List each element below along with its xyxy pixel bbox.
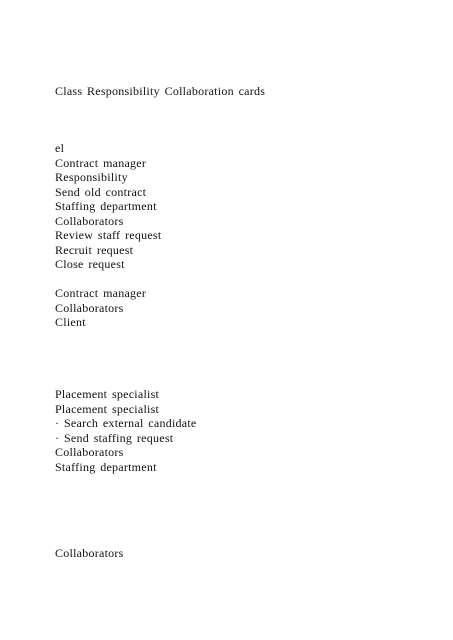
- card-class-name: Placement specialist: [55, 402, 160, 416]
- card-responsibility-item: · Send staffing request: [55, 431, 174, 445]
- card-responsibility-item: Close request: [55, 257, 125, 271]
- text-line: el: [55, 141, 65, 155]
- card-responsibility-item: · Search external candidate: [55, 416, 197, 430]
- card-section-heading: Collaborators: [55, 301, 124, 315]
- card-collaborator-item: Staffing department: [55, 460, 157, 474]
- card-class-name: Contract manager: [55, 156, 147, 170]
- card-responsibility-item: Send old contract: [55, 185, 147, 199]
- card-class-name: Placement specialist: [55, 387, 160, 401]
- card-section-heading: Collaborators: [55, 214, 124, 228]
- card-responsibility-item: Recruit request: [55, 243, 134, 257]
- card-responsibility-item: Review staff request: [55, 228, 162, 242]
- card-collaborator-item: Client: [55, 315, 86, 329]
- document-title: Class Responsibility Collaboration cards: [55, 84, 266, 98]
- card-class-name: Staffing department: [55, 199, 157, 213]
- card-section-heading: Collaborators: [55, 445, 124, 459]
- card-section-heading: Responsibility: [55, 170, 128, 184]
- card-class-name: Contract manager: [55, 286, 147, 300]
- card-section-heading: Collaborators: [55, 546, 124, 560]
